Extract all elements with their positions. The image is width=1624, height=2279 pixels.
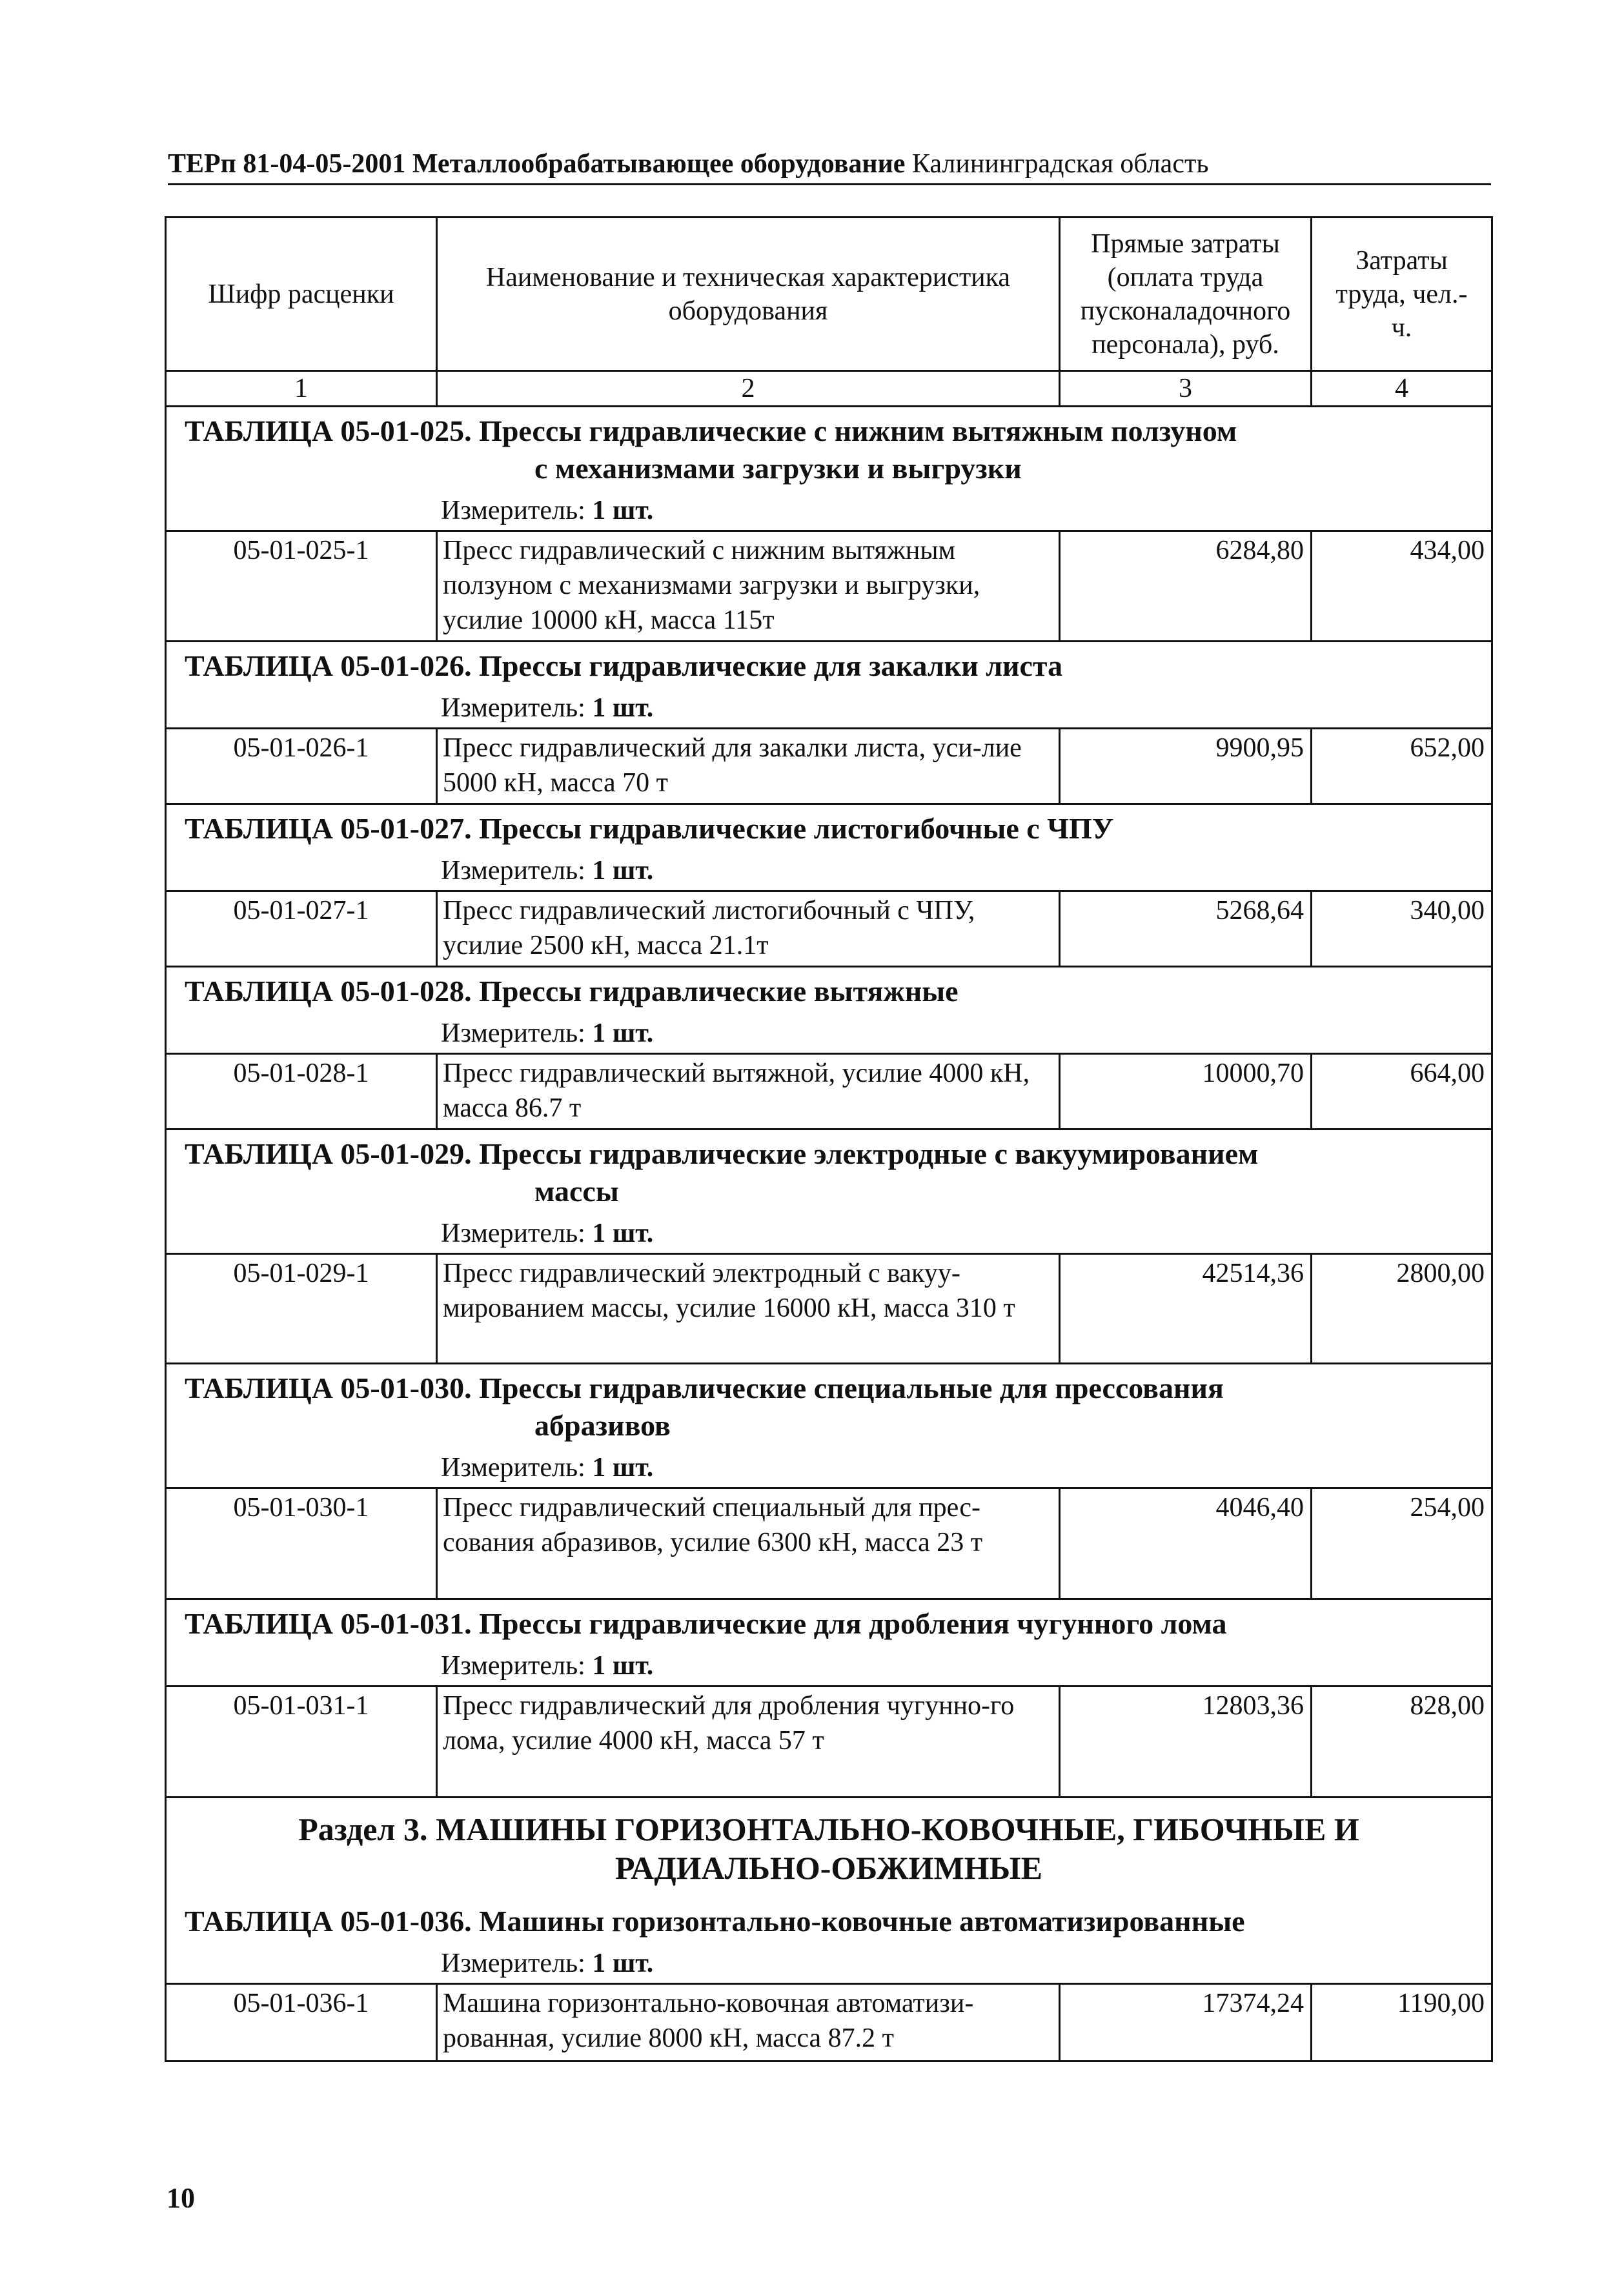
rate-code: 05-01-025-1 <box>166 531 437 642</box>
rate-code: 05-01-027-1 <box>166 891 437 967</box>
section-title: ТАБЛИЦА 05-01-036. Машины горизонтально-ковочные автоматизированные <box>185 1905 1245 1938</box>
section-title: ТАБЛИЦА 05-01-028. Прессы гидравлические вытяжные <box>185 975 959 1008</box>
rate-name: Машина горизонтально-ковочная автоматизи-рованная, усилие 8000 кН, масса 87.2 т <box>437 1984 1060 2061</box>
rate-name: Пресс гидравлический электродный с вакуу-мированием массы, усилие 16000 кН, масса 310 т <box>437 1254 1060 1364</box>
section-title: ТАБЛИЦА 05-01-027. Прессы гидравлические листогибочные с ЧПУ <box>185 812 1114 845</box>
rate-cost: 5268,64 <box>1060 891 1312 967</box>
rate-cost: 12803,36 <box>1060 1686 1312 1798</box>
header-title: Металлообрабатывающее оборудование <box>412 149 906 179</box>
table-row <box>166 1686 1492 1798</box>
rate-labor: 652,00 <box>1312 729 1492 804</box>
col-header-name: Наименование и техническая характеристика оборудования <box>437 218 1060 371</box>
col-number-3: 3 <box>1060 371 1312 407</box>
col-number-1: 1 <box>166 371 437 407</box>
table-header-row <box>166 218 1492 371</box>
part-title: Раздел 3. МАШИНЫ ГОРИЗОНТАЛЬНО-КОВОЧНЫЕ, ГИБОЧНЫЕ И <box>298 1811 1359 1847</box>
table-row <box>166 891 1492 967</box>
col-header-cost: Прямые затраты (оплата труда пусконаладочного персонала), руб. <box>1060 218 1312 371</box>
table-section-030 <box>166 1364 1492 1488</box>
rate-code: 05-01-030-1 <box>166 1488 437 1599</box>
section-title: ТАБЛИЦА 05-01-031. Прессы гидравлические для дробления чугунного лома <box>185 1607 1227 1640</box>
section-title-cont: массы <box>534 1175 619 1208</box>
rates-table <box>165 216 1493 2062</box>
table-section-031 <box>166 1599 1492 1686</box>
unit-line: Измеритель: 1 шт. <box>441 856 654 886</box>
table-row <box>166 1254 1492 1364</box>
section-title: ТАБЛИЦА 05-01-025. Прессы гидравлические с нижним вытяжным ползуном <box>185 414 1237 447</box>
rate-name: Пресс гидравлический специальный для прес-сования абразивов, усилие 6300 кН, масса 23 т <box>437 1488 1060 1599</box>
table-row <box>166 729 1492 804</box>
rate-cost: 6284,80 <box>1060 531 1312 642</box>
rate-code: 05-01-026-1 <box>166 729 437 804</box>
header-code: ТЕРп 81-04-05-2001 <box>168 149 406 179</box>
page-number: 10 <box>167 2182 195 2214</box>
unit-line: Измеритель: 1 шт. <box>441 1453 654 1483</box>
rate-cost: 10000,70 <box>1060 1054 1312 1129</box>
table-section-028 <box>166 967 1492 1054</box>
unit-line: Измеритель: 1 шт. <box>441 1018 654 1048</box>
table-row <box>166 1488 1492 1599</box>
rate-code: 05-01-036-1 <box>166 1984 437 2061</box>
header-region: Калининградская область <box>911 149 1209 179</box>
rate-labor: 1190,00 <box>1312 1984 1492 2061</box>
unit-line: Измеритель: 1 шт. <box>441 1651 654 1681</box>
rate-cost: 4046,40 <box>1060 1488 1312 1599</box>
rate-name: Пресс гидравлический вытяжной, усилие 4000 кН, масса 86.7 т <box>437 1054 1060 1129</box>
rate-name: Пресс гидравлический с нижним вытяжным ползуном с механизмами загрузки и выгрузки, усилие 10000 кН, масса 115т <box>437 531 1060 642</box>
table-section-025 <box>166 407 1492 531</box>
rate-cost: 42514,36 <box>1060 1254 1312 1364</box>
table-row <box>166 531 1492 642</box>
table-section-027 <box>166 804 1492 891</box>
col-header-code: Шифр расценки <box>166 218 437 371</box>
rate-code: 05-01-028-1 <box>166 1054 437 1129</box>
col-number-4: 4 <box>1312 371 1492 407</box>
unit-line: Измеритель: 1 шт. <box>441 693 654 723</box>
unit-line: Измеритель: 1 шт. <box>441 496 654 525</box>
rate-name: Пресс гидравлический листогибочный с ЧПУ, усилие 2500 кН, масса 21.1т <box>437 891 1060 967</box>
part-title-cont: РАДИАЛЬНО-ОБЖИМНЫЕ <box>615 1850 1042 1886</box>
rate-labor: 434,00 <box>1312 531 1492 642</box>
part-section-3 <box>166 1798 1492 1984</box>
rate-labor: 664,00 <box>1312 1054 1492 1129</box>
table-row <box>166 1054 1492 1129</box>
col-header-labor: Затраты труда, чел.-ч. <box>1312 218 1492 371</box>
col-number-2: 2 <box>437 371 1060 407</box>
rate-name: Пресс гидравлический для дробления чугунно-го лома, усилие 4000 кН, масса 57 т <box>437 1686 1060 1798</box>
table-row <box>166 1984 1492 2061</box>
unit-line: Измеритель: 1 шт. <box>441 1219 654 1248</box>
rate-labor: 828,00 <box>1312 1686 1492 1798</box>
unit-line: Измеритель: 1 шт. <box>441 1949 654 1978</box>
column-number-row <box>166 371 1492 407</box>
rate-cost: 17374,24 <box>1060 1984 1312 2061</box>
section-title-cont: абразивов <box>534 1409 671 1442</box>
rate-name: Пресс гидравлический для закалки листа, уси-лие 5000 кН, масса 70 т <box>437 729 1060 804</box>
rate-labor: 254,00 <box>1312 1488 1492 1599</box>
table-section-029 <box>166 1129 1492 1254</box>
running-header <box>168 147 1491 181</box>
section-title: ТАБЛИЦА 05-01-029. Прессы гидравлические электродные с вакуумированием <box>185 1137 1259 1170</box>
section-title: ТАБЛИЦА 05-01-030. Прессы гидравлические специальные для прессования <box>185 1372 1224 1404</box>
section-title-cont: с механизмами загрузки и выгрузки <box>534 452 1022 485</box>
rate-labor: 340,00 <box>1312 891 1492 967</box>
table-section-026 <box>166 642 1492 729</box>
rate-labor: 2800,00 <box>1312 1254 1492 1364</box>
rate-code: 05-01-029-1 <box>166 1254 437 1364</box>
rate-code: 05-01-031-1 <box>166 1686 437 1798</box>
header-rule <box>168 183 1491 185</box>
rate-cost: 9900,95 <box>1060 729 1312 804</box>
section-title: ТАБЛИЦА 05-01-026. Прессы гидравлические для закалки листа <box>185 649 1063 682</box>
